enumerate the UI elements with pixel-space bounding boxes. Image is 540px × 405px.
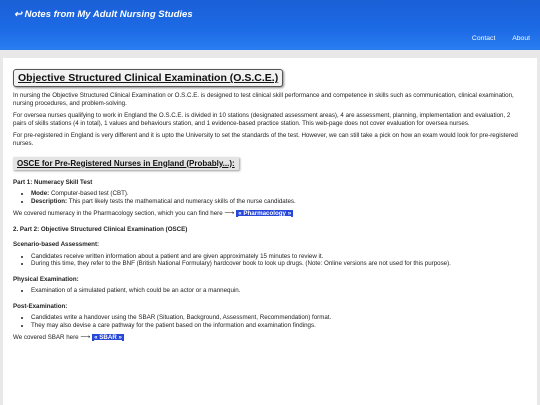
post-list [13, 314, 525, 329]
list-item: • Examination of a simulated patient, which could be an actor or a mannequin. [31, 287, 525, 294]
list-item: • They may also devise a care pathway for the patient based on the information and examination findings. [31, 322, 525, 329]
site-header [0, 0, 540, 50]
physical-heading: Physical Examination: [13, 275, 79, 283]
item-label: Description: [31, 197, 68, 205]
site-title-link[interactable]: ↩ Notes from My Adult Nursing Studies [14, 9, 193, 20]
scenario-heading: Scenario-based Assessment: [13, 241, 100, 249]
nav-about-link[interactable]: About [512, 35, 530, 42]
scenario-list [13, 253, 525, 268]
physical-list [13, 287, 525, 294]
top-nav [457, 35, 530, 42]
intro-paragraph: For pre-registered in England is very different and it is upto the University to set the standards of the test. However, we can still take a pick on how an exam would look for pre-registered nurses. [13, 132, 518, 147]
list-item [31, 198, 525, 205]
page-body [3, 58, 537, 405]
article [13, 58, 525, 342]
covered-text: We covered numeracy in the Pharmacology section, which you can find here [13, 209, 223, 217]
arrow-icon: ⟶ [224, 209, 235, 217]
item-text: Computer-based test (CBT). [49, 190, 129, 198]
part2-heading: 2. Part 2: Objective Structured Clinical Examination (OSCE) [13, 225, 188, 233]
sbar-link[interactable]: « SBAR » [94, 333, 122, 341]
arrow-icon: ⟶ [80, 333, 91, 341]
nav-contact-link[interactable]: Contact [471, 35, 496, 42]
list-item: • During this time, they refer to the BNF (British National Formulary) hardcover book to look up drugs. (Note: Online versions are not used for this purpose). [31, 260, 525, 267]
pharmacology-link[interactable]: « Pharmacology » [238, 209, 292, 217]
part1-list [13, 190, 525, 205]
item-text: This part likely tests the mathematical and numeracy skills of the nurse candidates. [67, 197, 296, 205]
covered-text: We covered SBAR here [13, 333, 79, 341]
section-heading: OSCE for Pre-Registered Nurses in England (Probably...): [13, 157, 239, 170]
item-label: Mode: [31, 190, 50, 198]
pharmacology-line [13, 210, 525, 218]
post-heading: Post-Examination: [13, 302, 68, 310]
page-title: Objective Structured Clinical Examination (O.S.C.E.) [13, 69, 283, 87]
sbar-line [13, 334, 525, 342]
part1-heading: Part 1: Numeracy Skill Test [13, 178, 93, 186]
list-item: • Candidates receive written information about a patient and are given approximately 15 minutes to review it. [31, 253, 525, 260]
list-item: • Candidates write a handover using the SBAR (Situation, Background, Assessment, Recommendation) format. [31, 314, 525, 321]
intro-paragraph: For oversea nurses qualifying to work in England the O.S.C.E. is divided in 10 stations (designated assessment areas), 4 are assessment, planning, implementation and evaluation, 2 pairs of skills stations (4 in total), 1 values and behaviours station, and 1 evidence-based practice station. This web-page does not cover evaluation for oversea nurses. [13, 112, 511, 127]
list-item [31, 190, 525, 197]
intro-paragraph: In nursing the Objective Structured Clinical Examination or O.S.C.E. is designed to test clinical skill performance and competence in skills such as communication, clinical examination, nursing procedures, and problem-solving. [13, 92, 514, 107]
